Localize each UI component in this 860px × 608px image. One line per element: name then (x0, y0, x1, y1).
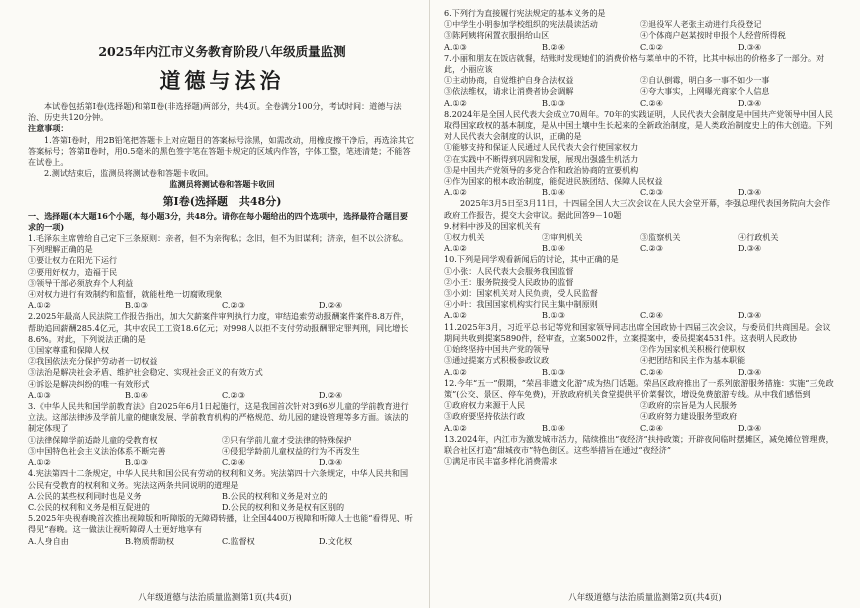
option: D.公民的权利和义务是权有区别的 (222, 501, 345, 512)
option: C.①② (640, 41, 663, 52)
q8-statement: ③是中国共产党领导的多党合作和政治协商的宣要机构 (444, 164, 639, 175)
q4-options (28, 491, 416, 513)
q11-statement: ①始终坚持中国共产党的领导 (444, 344, 550, 355)
q2-statement: ②我国依法充分保护劳动者一切权益 (28, 356, 158, 367)
option: B.②④ (542, 41, 566, 52)
notes-title: 注意事项： (28, 123, 69, 134)
q6-statement: ①中学生小明参加学校组织的宪法晨读活动 (444, 19, 598, 30)
option: C.②③ (222, 300, 245, 311)
seal-line: 监测员将测试卷和答题卡收回 (169, 179, 275, 190)
option: D.文化权 (319, 535, 353, 546)
q6-statement: ④个体商户赵某按时申报个人经营所得税 (640, 30, 786, 41)
q12-statement: ④政府努力建设服务型政府 (640, 411, 738, 422)
q12-options (444, 423, 836, 434)
option: A.①② (444, 97, 467, 108)
q2-options (28, 390, 416, 401)
q12-statements (444, 400, 836, 422)
option: C.监督权 (222, 535, 255, 546)
q9-statement: ①权力机关 (444, 232, 485, 243)
option: A.①② (28, 457, 51, 468)
q10-statement: ①小张：人民代表大会服务我国监督 (444, 265, 574, 276)
option: B.①③ (542, 97, 566, 108)
q7-statement: ①主动协商，自觉维护自身合法权益 (444, 75, 574, 86)
option: D.③④ (738, 366, 762, 377)
q8-statement: ①能够支持和保证人民通过人民代表大会行使国家权力 (444, 142, 639, 153)
question-7: 7.小丽和朋友在饭店就餐，结账时发现她们的消费价格与菜单中的不符，比其中标出的价格多了一部分。对此，小丽应该 (444, 52, 825, 75)
q1-options (28, 300, 416, 311)
question-5: 5.2025年央视春晚首次推出视障版和听障版的无障碍转播，让全国4400万视障和听障人士也能“看得见、听得见”春晚。这一做法让视听障碍人士更好地享有 (28, 513, 413, 535)
q6-statements (444, 19, 836, 41)
q1-statement: ③领导干部必须放弃个人利益 (28, 277, 134, 288)
option: B.物质帮助权 (125, 535, 174, 546)
q10-statement: ②小王：服务院接受人民政协的监督 (444, 276, 574, 287)
option: B.①④ (542, 187, 566, 198)
q12-statement: ③政府要坚持依法行政 (444, 411, 525, 422)
q11-statement: ④把团结和民主作为基本职能 (640, 355, 746, 366)
option: A.①② (444, 187, 467, 198)
option: A.①③ (444, 41, 467, 52)
option: D.③④ (319, 457, 343, 468)
question-8: 8.2024年是全国人民代表大会成立70周年。70年的实践证明，人民代表大会制度是中国共产党领导中国人民取得国家政权的基本制度，是从中国土壤中生长起来的全新政治制度，是人类政治制度史上的伟大创造。下列对人民代表大会制度的认识，正确的是 (444, 108, 833, 142)
q6-statement: ②退役军人老张主动进行兵役登记 (640, 19, 762, 30)
q3-statement: ③中国特色社会主义法治体系不断完善 (28, 445, 166, 456)
q9-statement: ②审判机关 (542, 232, 583, 243)
question-11: 11.2025年3月，习近平总书记等党和国家领导同志出席全国政协十四届三次会议，与委员们共商国是。会议期间共收到提案5890件，经审查，立案5002件，立案提案中，委员提案4531件。这表明人民政协 (444, 321, 831, 343)
option: D.③④ (738, 243, 762, 254)
option: D.③④ (738, 187, 762, 198)
option: B.①④ (125, 389, 149, 400)
q12-statement: ②政府的宗旨是为人民服务 (640, 400, 738, 411)
option: C.②④ (222, 457, 245, 468)
option: B.①③ (125, 457, 149, 468)
q2-statement: ①国家尊重和保障人权 (28, 345, 109, 356)
q8-options (444, 187, 836, 198)
question-2: 2.2025年最高人民法院工作报告指出，加大欠薪案件审判执行力度，审结追索劳动报酬案件案件8.8万件，帮助追回薪酬285.4亿元，其中农民工工资18.6亿元；对998人以拒不支付劳动报酬罪定罪判刑，同比增长8.6%。对此，下列说法正确的是 (28, 311, 410, 344)
q10-statement: ④小叶：我国国家机构实行民主集中制原则 (444, 299, 598, 310)
q9-statements (444, 232, 836, 243)
option: A.公民的某些权利同时也是义务 (28, 490, 142, 501)
option: A.①② (28, 300, 51, 311)
option: A.①② (444, 366, 467, 377)
q7-options (444, 98, 836, 109)
page-footer: 八年级道德与法治质量监测第1页(共4页) (138, 593, 292, 603)
q3-statements (28, 435, 416, 457)
q1-statement: ①要让权力在阳光下运行 (28, 255, 118, 266)
option: D.③④ (738, 310, 762, 321)
q8-statement: ②在实践中不断得到巩固和发展，展现出强盛生机活力 (444, 153, 639, 164)
subject-title: 道德与法治 (159, 68, 285, 93)
option: C.②③ (640, 187, 663, 198)
option: A.①② (444, 310, 467, 321)
exam-title: 2025年内江市义务教育阶段八年级质量监测 (98, 44, 346, 59)
question-4: 4.宪法第四十二条规定，中华人民共和国公民有劳动的权利和义务。宪法第四十六条规定，中华人民共和国公民有受教育的权利和义务。宪法这两条共同说明的道理是 (28, 468, 409, 490)
option: C.②③ (222, 389, 245, 400)
option: B.公民的权利和义务是对立的 (222, 490, 328, 501)
q10-options (444, 310, 836, 321)
option: C.②④ (640, 366, 663, 377)
q6-statement: ③陈阿姨将闲置衣服捐给山区 (444, 30, 550, 41)
question-1: 1.毛泽东主席曾给自己定下三条原则：亲者，但不为亲徇私；念旧，但不为旧谋利；济亲，但不以公济私。下列理解正确的是 (28, 233, 409, 255)
q11-statement: ③通过提案方式积极参政议政 (444, 355, 550, 366)
section-instructions: 一、选择题(本大题16个小题，每小题3分，共48分。请你在每小题给出的四个选项中，选择最符合题目要求的一项) (28, 210, 409, 232)
option: A.①② (444, 243, 467, 254)
option: A.人身自由 (28, 535, 69, 546)
q9-statement: ④行政机关 (738, 232, 779, 243)
option: C.②④ (640, 310, 663, 321)
question-10: 10.下列是同学观看新闻后的讨论，其中正确的是 (444, 254, 619, 265)
q2-statement: ③法治是解决社会矛盾、维护社会稳定、实现社会正义的有效方式 (28, 367, 263, 378)
q3-statement: ①法律保障学前适龄儿童的受教育权 (28, 434, 158, 445)
q3-statement: ④侵犯学龄前儿童权益的行为不再发生 (222, 445, 360, 456)
q5-options (28, 536, 416, 547)
question-3: 3.《中华人民共和国学前教育法》自2025年6月1日起施行，这是我国首次针对3到6岁儿童的学前教育进行立法。这部法律涉及学前儿童的健康发展、学前教育机构的严格规范、幼儿园的建设管理等多方面。该法的制定体现了 (28, 401, 409, 434)
q9-statement: ③监察机关 (640, 232, 681, 243)
option: A.①② (444, 422, 467, 433)
question-6: 6.下列行为直接履行宪法规定的基本义务的是 (444, 8, 606, 18)
option: C.②④ (640, 97, 663, 108)
option: B.①③ (125, 300, 149, 311)
option: D.②④ (319, 389, 343, 400)
q7-statement: ④夸大事实，上网曝光商家个人信息 (640, 86, 770, 97)
option: A.①③ (28, 389, 51, 400)
page-footer: 八年级道德与法治质量监测第2页(共4页) (568, 593, 722, 603)
q3-options (28, 457, 416, 468)
option: D.③④ (738, 97, 762, 108)
option: D.③④ (738, 422, 762, 433)
q12-statement: ①政府权力来源于人民 (444, 400, 525, 411)
option: D.②④ (319, 300, 343, 311)
q9-options (444, 243, 836, 254)
q2-statement: ④诉讼是解决纠纷的唯一有效形式 (28, 378, 150, 389)
note-1: 1.答第Ⅰ卷时，用2B铅笔把答题卡上对应题目的答案标号涂黑，如需改动，用橡皮擦干净后，再选涂其它答案标号；答第Ⅱ卷时，用0.5毫米的黑色签字笔在答题卡规定的区域内作答，字体工整，笔迹清楚；不能答在试卷上。 (28, 134, 415, 168)
q1-statement: ②要用好权力，造福于民 (28, 266, 118, 277)
option: B.①③ (542, 366, 566, 377)
option: B.①④ (542, 243, 566, 254)
q6-options (444, 42, 836, 53)
q11-statements (444, 344, 836, 366)
q11-statement: ②作为国家机关积极行使职权 (640, 344, 746, 355)
q7-statement: ③依法维权，请求让消费者协会调解 (444, 86, 574, 97)
question-13: 13.2024年，内江市为激发城市活力，陆续推出“夜经济”扶持政策；开辟夜间临时摆摊区，减免摊位管理费，联合社区打造“甜城夜市”特色街区。这些举措旨在通过“夜经济” (444, 433, 834, 455)
page-two (430, 0, 860, 608)
q11-options (444, 367, 836, 378)
question-12: 12.今年“五一”假期，“荣昌非遗文化游”成为热门话题。荣昌区政府推出了一系列旅游服务措施：实施“三免政策”(公交、景区、停车免费)，开放政府机关食堂提供平价菜餐饮，增设免费旅游专线。从中我们感悟到 (444, 377, 834, 399)
q7-statement: ②自认倒霉，明白多一事不如少一事 (640, 75, 770, 86)
q8-statement: ④作为国家的根本政治制度，能促进民族团结、保障人民权益 (444, 176, 663, 187)
option: C.②④ (640, 422, 663, 433)
q3-statement: ②只有学前儿童才受法律的特殊保护 (222, 434, 352, 445)
note-2: 2.测试结束后，监测员将测试卷和答题卡收回。 (44, 168, 214, 179)
question-9: 9.材料中涉及的国家机关有 (444, 220, 541, 231)
q13-statement: ①满足市民丰富多样化消费需求 (444, 456, 558, 467)
q10-statement: ③小刘：国家机关对人民负责，受人民监督 (444, 288, 598, 299)
option: B.①③ (542, 310, 566, 321)
material-passage: 2025年3月5日至3月11日，十四届全国人大三次会议在人民大会堂开幕，李强总理代表国务院向大会作政府工作报告，提交大会审议。据此回答9－10题 (444, 198, 831, 220)
exam-intro: 本试卷包括第Ⅰ卷(选择题)和第Ⅱ卷(非选择题)两部分，共4页。全卷满分100分，考试时间：道德与法治、历史共120分钟。 (28, 101, 402, 123)
section-heading: 第Ⅰ卷(选择题 共48分) (162, 194, 282, 208)
q7-statements (444, 75, 836, 97)
q1-statement: ④对权力进行有效制约和监督，就能杜绝一切腐败现象 (28, 289, 223, 300)
option: D.③④ (738, 41, 762, 52)
option: C.②③ (640, 243, 663, 254)
option: B.①④ (542, 422, 566, 433)
option: C.公民的权利和义务是相互促进的 (28, 501, 150, 512)
